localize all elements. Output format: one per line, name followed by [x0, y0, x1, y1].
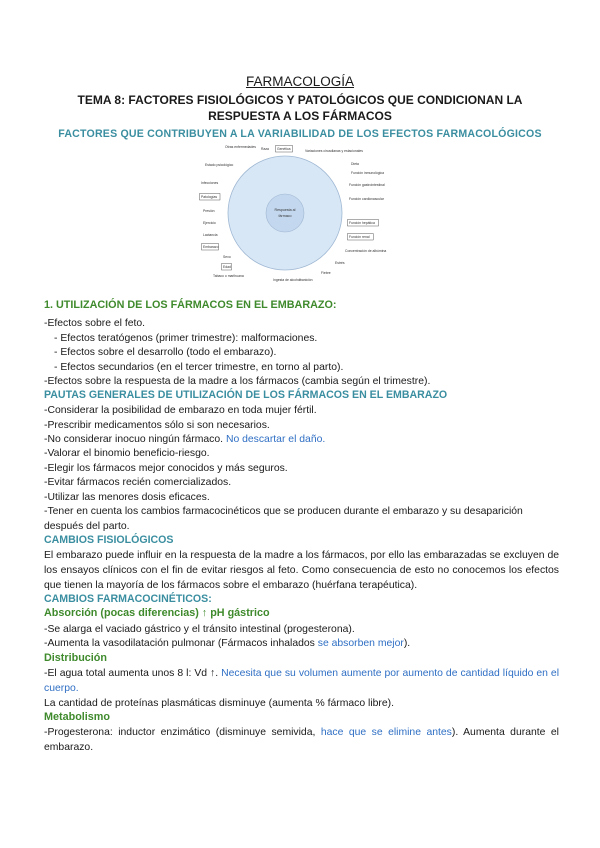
pautas-line-6: -Evitar fármacos recién comercializados.	[44, 477, 232, 488]
s1-line-3: - Efectos sobre el desarrollo (todo el embarazo).	[54, 347, 277, 358]
metabolismo-highlight: hace que se elimine antes	[320, 727, 452, 738]
pautas-line-8a: -Tener en cuenta los cambios farmacocinéticos que se producen durante el embarazo y su desaparición	[44, 506, 523, 517]
distribucion-line-1: -El agua total aumenta unos 8 l: Vd ↑. Necesita que su volumen aumente por aumento de cantidad líquido en el cuerpo.	[44, 668, 559, 694]
diagram-label: Patologías	[201, 195, 218, 199]
s1-line-1: -Efectos sobre el feto.	[44, 318, 146, 329]
section1-heading: 1. UTILIZACIÓN DE LOS FÁRMACOS EN EL EMBARAZO:	[44, 299, 337, 311]
s1-line-5: -Efectos sobre la respuesta de la madre a los fármacos (cambia según el trimestre).	[44, 376, 431, 387]
diagram-label: Raza	[261, 147, 269, 151]
s1-line-4: - Efectos secundarios (en el tercer trimestre, en torno al parto).	[54, 362, 344, 373]
diagram-label: Edad	[223, 265, 231, 269]
pautas-line-7: -Utilizar las menores dosis eficaces.	[44, 492, 210, 503]
diagram-center-label-2: fármaco	[278, 214, 292, 218]
distribucion-heading: Distribución	[44, 652, 107, 664]
absorcion-line-1: -Se alarga el vaciado gástrico y el tránsito intestinal (progesterona).	[44, 624, 355, 635]
diagram-label: Lactancia	[203, 233, 218, 237]
diagram-label: Infecciones	[201, 181, 219, 185]
pautas-line-8b: después del parto.	[44, 521, 130, 532]
diagram-label: Concentración de albúmina	[345, 249, 387, 253]
distribucion-line-2: La cantidad de proteínas plasmáticas disminuye (aumenta % fármaco libre).	[44, 698, 394, 709]
diagram-label: Tabaco o marihuana	[213, 274, 244, 278]
fc-heading: CAMBIOS FARMACOCINÉTICOS:	[44, 593, 212, 605]
pautas-line-2: -Prescribir medicamentos sólo si son necesarios.	[44, 420, 270, 431]
diagram-label: Embarazo	[203, 245, 219, 249]
pautas-line-5: -Elegir los fármacos mejor conocidos y más seguros.	[44, 463, 288, 474]
diagram-label: Otras enfermedades	[225, 145, 256, 149]
diagram-label: Función renal	[349, 235, 370, 239]
absorcion-highlight: se absorben mejor	[317, 638, 404, 649]
diagram-label: Estado psicológico	[205, 163, 234, 167]
cambios-heading: CAMBIOS FISIOLÓGICOS	[44, 534, 174, 546]
diagram-center-circle	[266, 194, 304, 232]
distribucion-highlight: Necesita que su volumen aumente por aumento de cantidad líquido en el cuerpo.	[44, 668, 559, 694]
diagram-label: Dieta	[351, 162, 359, 166]
diagram-label: Función inmunológica	[351, 171, 384, 175]
diagram-label: Función gastrointestinal	[349, 183, 385, 187]
pautas-heading: PAUTAS GENERALES DE UTILIZACIÓN DE LOS FÁRMACOS EN EL EMBARAZO	[44, 389, 448, 401]
diagram-label: Inanición	[299, 278, 313, 282]
diagram-center-label-1: Respuesta al	[274, 208, 296, 212]
pautas-line-3-highlight: No descartar el daño.	[225, 434, 326, 445]
topic-heading: TEMA 8: FACTORES FISIOLÓGICOS Y PATOLÓGICOS QUE CONDICIONAN LA RESPUESTA A LOS FÁRMACOS	[77, 93, 523, 123]
pautas-line-1: -Considerar la posibilidad de embarazo en toda mujer fértil.	[44, 405, 317, 416]
diagram-label: Ingesta de alcohol	[273, 278, 301, 282]
diagram-label: Función cardiovascular	[349, 197, 384, 201]
factors-heading: FACTORES QUE CONTRIBUYEN A LA VARIABILIDAD DE LOS EFECTOS FARMACOLÓGICOS	[58, 128, 542, 140]
diagram-label: Sexo	[223, 255, 231, 259]
page-title: FARMACOLOGÍA	[245, 74, 355, 89]
s1-line-2: - Efectos teratógenos (primer trimestre): malformaciones.	[54, 333, 318, 344]
pautas-line-3: -No considerar inocuo ningún fármaco. No descartar el daño.	[44, 434, 326, 445]
pautas-line-4: -Valorar el binomio beneficio-riesgo.	[44, 448, 210, 459]
metabolismo-line-1: -Progesterona: inductor enzimático (disminuye semivida, hace que se elimine antes). Aumenta durante el embarazo.	[44, 727, 559, 753]
absorcion-line-2: -Aumenta la vasodilatación pulmonar (Fármacos inhalados se absorben mejor).	[44, 638, 411, 649]
factors-diagram	[195, 140, 410, 300]
diagram-label: Ejercicio	[203, 221, 216, 225]
diagram-label: Presión	[203, 209, 215, 213]
cambios-paragraph: El embarazo puede influir en la respuesta de la madre a los fármacos, por ello las embarazadas se excluyen de los ensayos clínicos con el fin de evitar riesgos al feto. Como consecuencia de esto no conocemos los efectos que tienen la mayoría de los fármacos sobre el embarazo (huérfana terapéutica).	[44, 550, 559, 591]
diagram-label: Genética	[277, 147, 291, 151]
metabolismo-heading: Metabolismo	[44, 711, 110, 723]
diagram-label: Fiebre	[321, 271, 331, 275]
diagram-label: Función hepática	[349, 221, 375, 225]
absorcion-heading: Absorción (pocas diferencias) ↑ pH gástrico	[44, 607, 270, 619]
diagram-label: Estrés	[335, 261, 345, 265]
diagram-label: Variaciones circadianas y estacionales	[305, 149, 363, 153]
